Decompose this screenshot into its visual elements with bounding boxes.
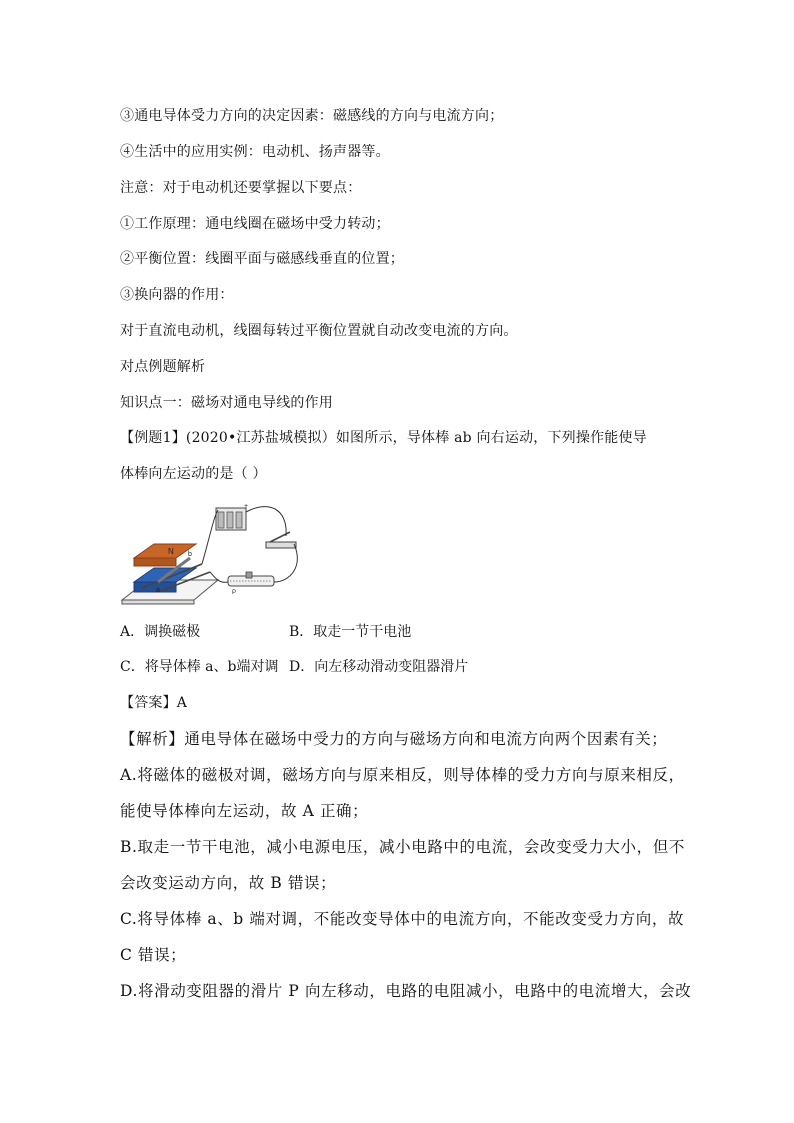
option-a: A．调换磁极 <box>120 624 201 640</box>
analysis-line: C 错误； <box>120 946 187 964</box>
analysis-line: 【解析】通电导体在磁场中受力的方向与磁场方向和电流方向两个因素有关； <box>120 730 668 748</box>
battery-plus-label: + <box>244 503 249 510</box>
rheostat-p-label: P <box>232 590 237 596</box>
analysis-line: B.取走一节干电池，减小电源电压，减小电路中的电流，会改变受力大小，但不 <box>120 838 685 856</box>
magnet-n-label: N <box>168 547 174 556</box>
analysis-line: 会改变运动方向，故 B 错误； <box>120 874 337 892</box>
wire <box>246 507 286 536</box>
analysis-line: A.将磁体的磁极对调，磁场方向与原来相反，则导体棒的受力方向与原来相反， <box>120 766 685 784</box>
option-b: B．取走一节干电池 <box>289 624 412 640</box>
switch-base <box>266 542 296 548</box>
knowledge-point-heading: 知识点一：磁场对通电导线的作用 <box>120 395 333 411</box>
magnet-upper <box>134 544 196 558</box>
text-line: ④生活中的应用实例：电动机、扬声器等。 <box>120 144 390 160</box>
analysis-line: D.将滑动变阻器的滑片 P 向左移动，电路的电阻减小，电路中的电流增大，会改 <box>120 982 692 1000</box>
option-d: D．向左移动滑动变阻器滑片 <box>289 659 469 675</box>
rheostat-slider <box>246 572 252 578</box>
answer: 【答案】A <box>120 695 188 711</box>
question-stem: 【例题1】(2020•江苏盐城模拟）如图所示，导体棒 ab 向右运动，下列操作能使导 <box>120 430 647 446</box>
rod-label-a: a <box>156 587 160 594</box>
experiment-figure <box>118 496 310 608</box>
text-line: ③换向器的作用： <box>120 287 234 303</box>
rod-label-b: b <box>188 551 192 558</box>
text-line: ②平衡位置：线圈平面与磁感线垂直的位置； <box>120 251 404 267</box>
text-line: ①工作原理：通电线圈在磁场中受力转动； <box>120 216 390 232</box>
option-c: C．将导体棒 a、b端对调 <box>120 659 279 675</box>
question-stem: 体棒向左运动的是（ ） <box>120 466 267 482</box>
section-heading: 对点例题解析 <box>120 359 206 375</box>
text-line: 对于直流电动机，线圈每转过平衡位置就自动改变电流的方向。 <box>120 323 518 339</box>
base-board-edge <box>122 600 194 604</box>
switch-lever <box>270 532 290 542</box>
text-line: ③通电导体受力方向的决定因素：磁感线的方向与电流方向； <box>120 108 504 124</box>
analysis-line: C.将导体棒 a、b 端对调，不能改变导体中的电流方向，不能改变受力方向，故 <box>120 910 685 928</box>
text-line: 注意：对于电动机还要掌握以下要点： <box>120 180 362 196</box>
wire <box>274 544 297 582</box>
analysis-line: 能使导体棒向左运动，故 A 正确； <box>120 802 369 820</box>
magnet-upper-front <box>134 558 176 566</box>
